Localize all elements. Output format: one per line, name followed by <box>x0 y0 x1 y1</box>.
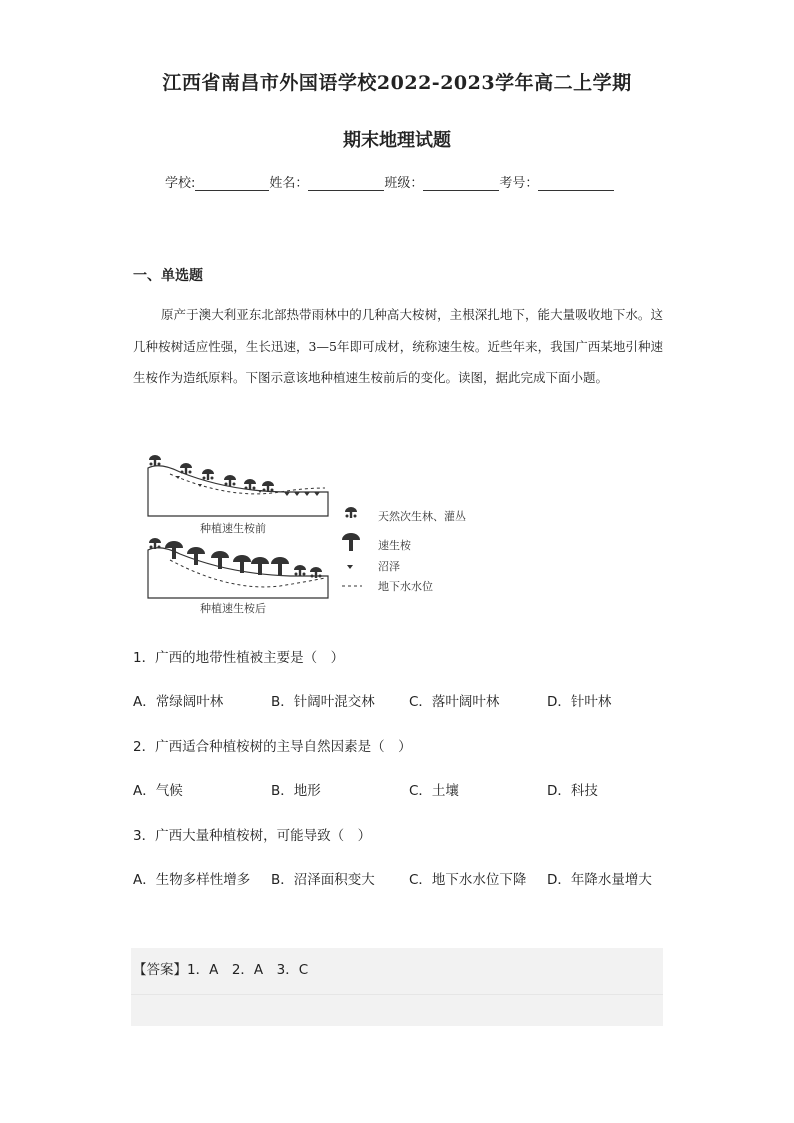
eucalyptus-icon <box>211 551 229 569</box>
option[interactable]: D．针叶林 <box>547 694 612 710</box>
option[interactable]: C．落叶阔叶林 <box>409 694 500 710</box>
shrub-icon <box>244 479 256 490</box>
school-blank[interactable] <box>195 176 269 191</box>
doc-title-line1: 江西省南昌市外国语学校2022-2023学年高二上学期 <box>162 72 632 94</box>
shrub-icon <box>262 481 274 492</box>
option[interactable]: D．年降水量增大 <box>547 872 652 888</box>
answer-divider <box>131 994 663 995</box>
section-title: 一、单选题 <box>133 268 203 284</box>
school-label: 学校: <box>165 176 196 191</box>
option[interactable]: C．地下水水位下降 <box>409 872 527 888</box>
eucalyptus-diagram <box>140 446 520 616</box>
eucalyptus-icon <box>251 557 269 575</box>
legend-shrub-label: 天然次生林、灌丛 <box>378 510 466 523</box>
legend-eucalyptus-label: 速生桉 <box>378 539 411 552</box>
exam-no-label: 考号： <box>499 176 539 191</box>
option[interactable]: A．生物多样性增多 <box>133 872 251 888</box>
option[interactable]: D．科技 <box>547 783 598 799</box>
question-2-stem: 2．广西适合种植桉树的主导自然因素是（ ） <box>133 739 412 755</box>
caption-before: 种植速生桉前 <box>200 522 266 535</box>
legend-swamp-label: 沼泽 <box>378 560 400 573</box>
question-2-options <box>133 779 685 799</box>
shrub-icon <box>294 565 306 576</box>
class-label: 班级： <box>384 176 424 191</box>
legend-swamp-icon <box>347 565 353 569</box>
shrub-icon <box>149 538 161 549</box>
student-info-row <box>165 172 614 191</box>
panel-after <box>148 538 328 615</box>
eucalyptus-icon <box>271 557 289 575</box>
passage <box>133 299 663 394</box>
legend-shrub-icon <box>345 507 357 518</box>
eucalyptus-icon <box>165 541 183 559</box>
name-blank[interactable] <box>308 176 384 191</box>
option[interactable]: A．气候 <box>133 783 183 799</box>
shrub-icon <box>202 469 214 480</box>
question-3-stem: 3．广西大量种植桉树，可能导致（ ） <box>133 828 372 844</box>
doc-title-line2: 期末地理试题 <box>343 130 451 151</box>
answer-box <box>131 948 663 1026</box>
option[interactable]: B．针阔叶混交林 <box>271 694 375 710</box>
name-label: 姓名： <box>269 176 309 191</box>
option[interactable]: B．沼泽面积变大 <box>271 872 375 888</box>
exam-no-blank[interactable] <box>538 176 614 191</box>
swamp-markers <box>176 476 320 496</box>
passage-text: 原产于澳大利亚东北部热带雨林中的几种高大桉树，主根深扎地下，能大量吸收地下水。这几种桉树适应性强，生长迅速，3—5年即可成材，统称速生桉。近些年来，我国广西某地引种速生桉作为造纸原料。下图示意该地种植速生桉前后的变化。读图，据此完成下面小题。 <box>133 307 663 385</box>
answer-text: 【答案】1．A 2．A 3．C <box>133 962 309 978</box>
question-3-options <box>133 868 685 888</box>
option[interactable]: B．地形 <box>271 783 321 799</box>
caption-after: 种植速生桉后 <box>200 602 266 615</box>
option[interactable]: C．土壤 <box>409 783 459 799</box>
legend-water-table-label: 地下水水位 <box>378 580 433 593</box>
shrub-icon <box>224 475 236 486</box>
legend <box>342 507 466 593</box>
question-1-stem: 1．广西的地带性植被主要是（ ） <box>133 650 345 666</box>
legend-eucalyptus-icon <box>342 533 360 551</box>
shrub-icon <box>310 567 322 578</box>
class-blank[interactable] <box>423 176 499 191</box>
panel-before <box>148 455 328 535</box>
shrub-icon <box>180 463 192 474</box>
option[interactable]: A．常绿阔叶林 <box>133 694 224 710</box>
question-1-options <box>133 690 685 710</box>
shrub-icon <box>149 455 161 466</box>
